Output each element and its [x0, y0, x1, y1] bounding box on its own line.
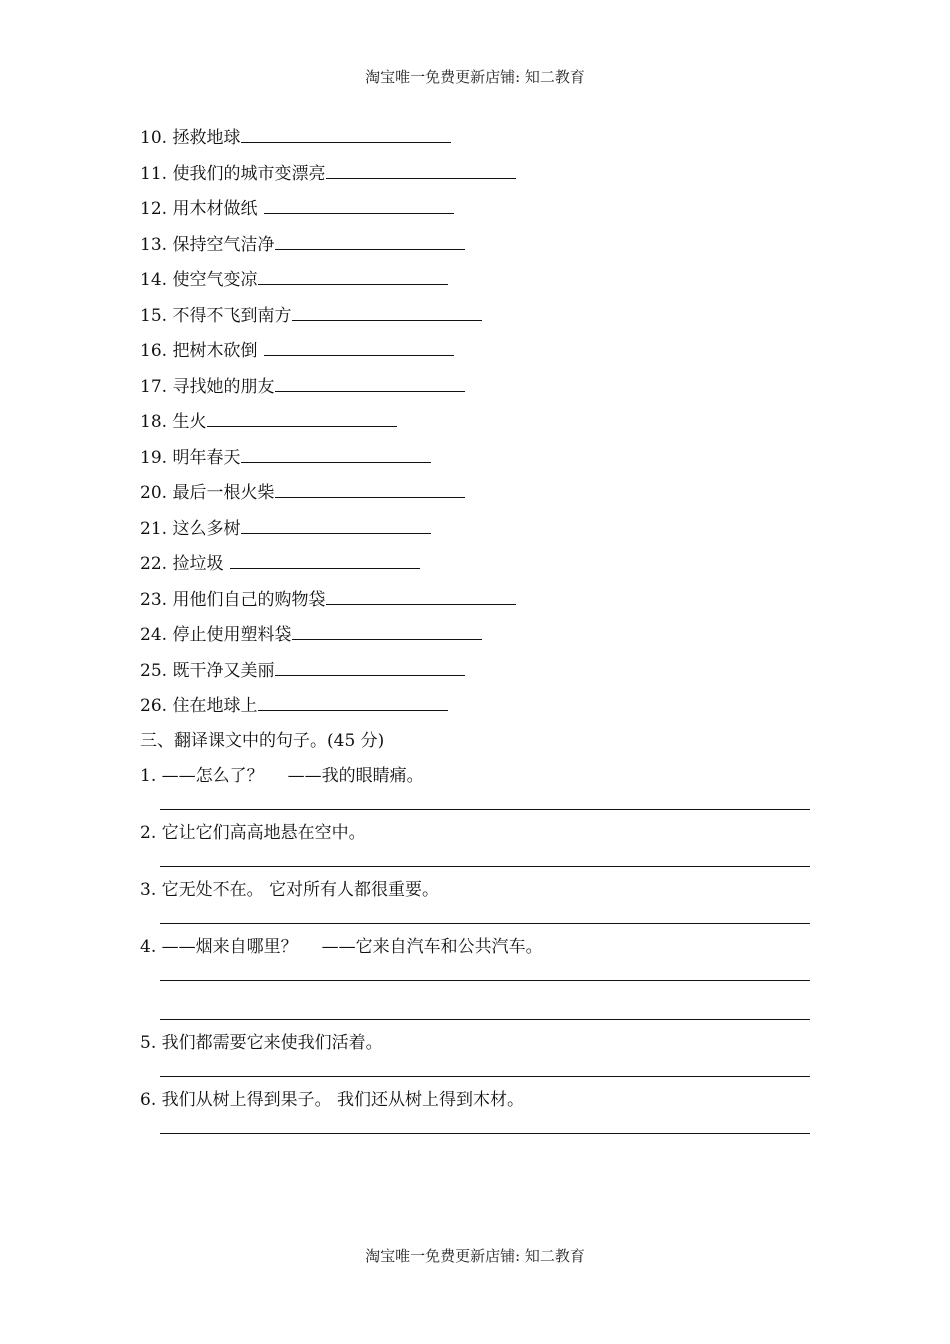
answer-blank[interactable]	[326, 160, 516, 179]
page-header: 淘宝唯一免费更新店铺: 知二教育	[365, 68, 585, 86]
answer-blank[interactable]	[292, 302, 482, 321]
answer-blank[interactable]	[258, 692, 448, 711]
worksheet-content	[140, 124, 820, 1144]
phrase-item: 17. 寻找她的朋友	[140, 373, 820, 409]
translation-question: 2. 它让它们高高地悬在空中。	[140, 820, 820, 867]
phrase-item: 23. 用他们自己的购物袋	[140, 586, 820, 622]
answer-blank[interactable]	[264, 195, 454, 214]
answer-blank[interactable]	[241, 124, 451, 143]
phrase-item: 14. 使空气变凉	[140, 266, 820, 302]
phrase-item: 10. 拯救地球	[140, 124, 820, 160]
answer-blank[interactable]	[258, 266, 448, 285]
translation-question: 6. 我们从树上得到果子。 我们还从树上得到木材。	[140, 1087, 820, 1134]
answer-line[interactable]	[160, 789, 810, 810]
phrase-item: 12. 用木材做纸	[140, 195, 820, 231]
answer-blank[interactable]	[292, 621, 482, 640]
answer-line[interactable]	[160, 999, 810, 1020]
answer-blank[interactable]	[326, 586, 516, 605]
section-title: 三、翻译课文中的句子。(45 分)	[140, 730, 385, 751]
translation-question: 3. 它无处不在。 它对所有人都很重要。	[140, 877, 820, 924]
phrase-item: 24. 停止使用塑料袋	[140, 621, 820, 657]
phrase-item: 19. 明年春天	[140, 444, 820, 480]
answer-line[interactable]	[160, 1113, 810, 1134]
phrase-item: 20. 最后一根火柴	[140, 479, 820, 515]
answer-line[interactable]	[160, 846, 810, 867]
phrase-item: 26. 住在地球上	[140, 692, 820, 728]
answer-line[interactable]	[160, 1056, 810, 1077]
phrase-item: 16. 把树木砍倒	[140, 337, 820, 373]
answer-blank[interactable]	[241, 515, 431, 534]
answer-blank[interactable]	[275, 657, 465, 676]
phrase-item: 25. 既干净又美丽	[140, 657, 820, 693]
phrase-item: 13. 保持空气洁净	[140, 231, 820, 267]
answer-blank[interactable]	[241, 444, 431, 463]
phrase-item: 22. 捡垃圾	[140, 550, 820, 586]
answer-blank[interactable]	[275, 231, 465, 250]
phrase-item: 11. 使我们的城市变漂亮	[140, 160, 820, 196]
answer-blank[interactable]	[207, 408, 397, 427]
translation-question: 4. ——烟来自哪里？ ——它来自汽车和公共汽车。	[140, 934, 820, 1020]
phrase-item: 18. 生火	[140, 408, 820, 444]
answer-blank[interactable]	[275, 479, 465, 498]
answer-blank[interactable]	[230, 550, 420, 569]
answer-blank[interactable]	[275, 373, 465, 392]
answer-line[interactable]	[160, 903, 810, 924]
translation-question: 1. ——怎么了？ ——我的眼睛痛。	[140, 763, 820, 810]
answer-line[interactable]	[160, 960, 810, 981]
answer-blank[interactable]	[264, 337, 454, 356]
translation-question: 5. 我们都需要它来使我们活着。	[140, 1030, 820, 1077]
phrase-item: 21. 这么多树	[140, 515, 820, 551]
phrase-item: 15. 不得不飞到南方	[140, 302, 820, 338]
page-footer: 淘宝唯一免费更新店铺: 知二教育	[365, 1247, 585, 1265]
